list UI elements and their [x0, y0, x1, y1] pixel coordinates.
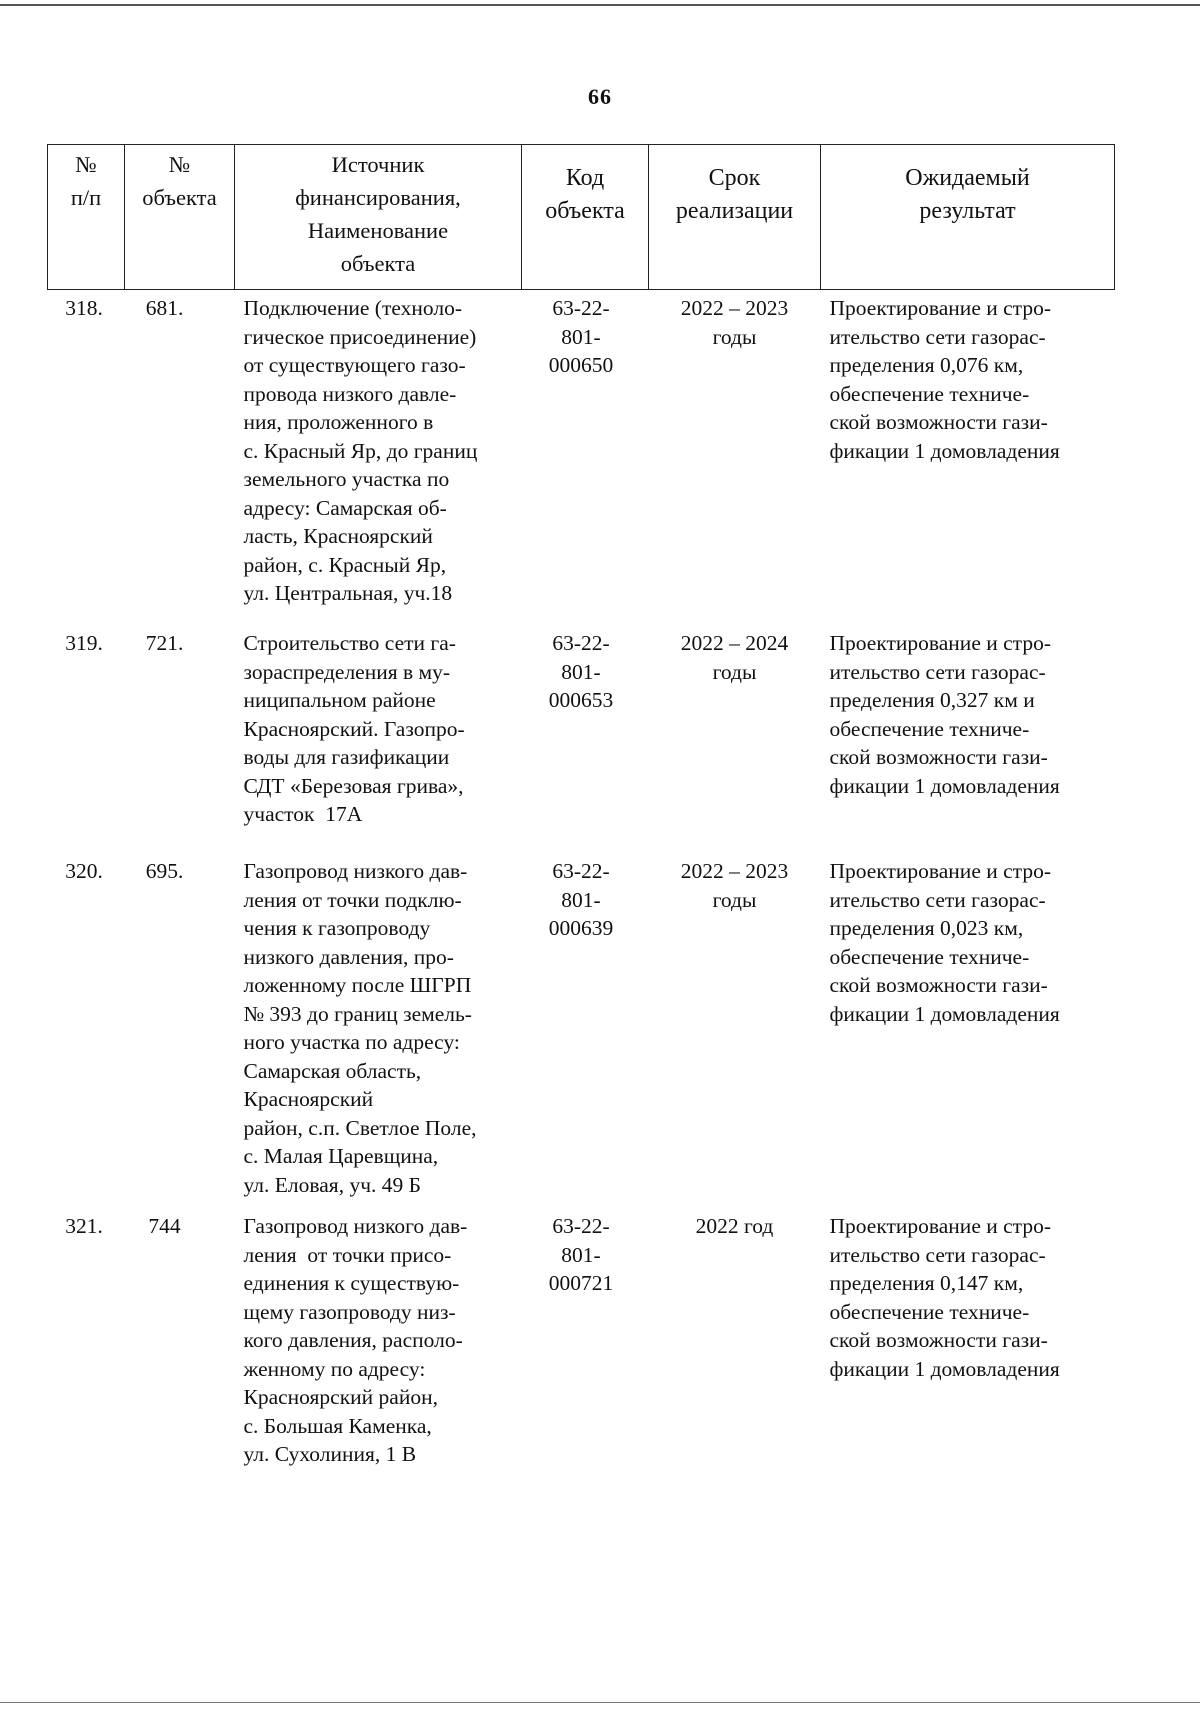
term-cell: 2022 – 2023 годы: [680, 859, 789, 912]
row-number-cell: 321.: [65, 1214, 103, 1238]
table-header-row: [48, 145, 1115, 290]
header-expected-result: Ожидаемый результат: [821, 145, 1115, 290]
result-cell: Проектирование и стро- ительство сети газорас- пределения 0,023 км, обеспечение техниче- ской возможности гази- фикации 1 домовладения: [829, 859, 1060, 1026]
result-cell: Проектирование и стро- ительство сети газорас- пределения 0,147 км, обеспечение техниче- ской возможности гази- фикации 1 домовладения: [829, 1214, 1060, 1381]
table-row: [48, 853, 1115, 1208]
table-row: [48, 1208, 1115, 1469]
object-name-cell: Строительство сети га- зораспределения в му- ниципальном районе Красноярский. Газопро- воды для газификации СДТ «Березовая грива», участок 17А: [243, 631, 465, 826]
top-scan-rule: [0, 4, 1200, 6]
row-number-cell: 320.: [65, 859, 103, 883]
term-cell: 2022 – 2023 годы: [649, 290, 821, 626]
object-number-cell: 681.: [125, 290, 235, 626]
object-code-cell: 63-22- 801- 000721: [548, 1214, 614, 1295]
result-cell: Проектирование и стро- ительство сети газорас- пределения 0,076 км, обеспечение техниче- ской возможности гази- фикации 1 домовладения: [821, 290, 1115, 626]
object-name-cell: Подключение (техноло- гическое присоединение) от существующего газо- провода низкого давле- ния, проложенного в с. Красный Яр, до границ земельного участка по адресу: Самарская об- ласть, Красноярский район, с. Красный Яр, ул. Центральная, уч.18: [235, 290, 522, 626]
row-number-cell: 318.: [48, 290, 125, 626]
header-funding-source: Источник финансирования, Наименование объекта: [235, 145, 522, 290]
header-implementation-term: Срок реализации: [649, 145, 821, 290]
row-number-cell: 319.: [65, 631, 103, 655]
object-number-cell: 721.: [145, 631, 184, 655]
header-object-code: Код объекта: [522, 145, 649, 290]
table-row: [48, 290, 1115, 626]
object-code-cell: 63-22- 801- 000650: [522, 290, 649, 626]
term-cell: 2022 год: [695, 1214, 774, 1238]
page-number: 66: [588, 84, 612, 109]
header-object-number: № объекта: [125, 145, 235, 290]
term-cell: 2022 – 2024 годы: [680, 631, 789, 684]
object-number-cell: 695.: [145, 859, 184, 883]
header-row-number: № п/п: [48, 145, 125, 290]
object-code-cell: 63-22- 801- 000639: [548, 859, 614, 940]
object-name-cell: Газопровод низкого дав- ления от точки присо- единения к существую- щему газопроводу низ- кого давления, располо- женному по адресу: Красноярский район, с. Большая Каменка, ул. Сухолиния, 1 В: [243, 1214, 468, 1466]
object-number-cell: 744: [148, 1214, 181, 1238]
result-cell: Проектирование и стро- ительство сети газорас- пределения 0,327 км и обеспечение техниче- ской возможности гази- фикации 1 домовладения: [829, 631, 1060, 798]
table-row: [48, 625, 1115, 853]
objects-table: [47, 144, 1115, 1469]
object-code-cell: 63-22- 801- 000653: [548, 631, 614, 712]
bottom-scan-rule: [0, 1702, 1200, 1703]
object-name-cell: Газопровод низкого дав- ления от точки подклю- чения к газопроводу низкого давления, про- ложенному после ШГРП № 393 до границ земель- ного участка по адресу: Самарская область, Красноярский район, с.п. Светлое Поле, с. Малая Царевщина, ул. Еловая, уч. 49 Б: [243, 859, 477, 1197]
